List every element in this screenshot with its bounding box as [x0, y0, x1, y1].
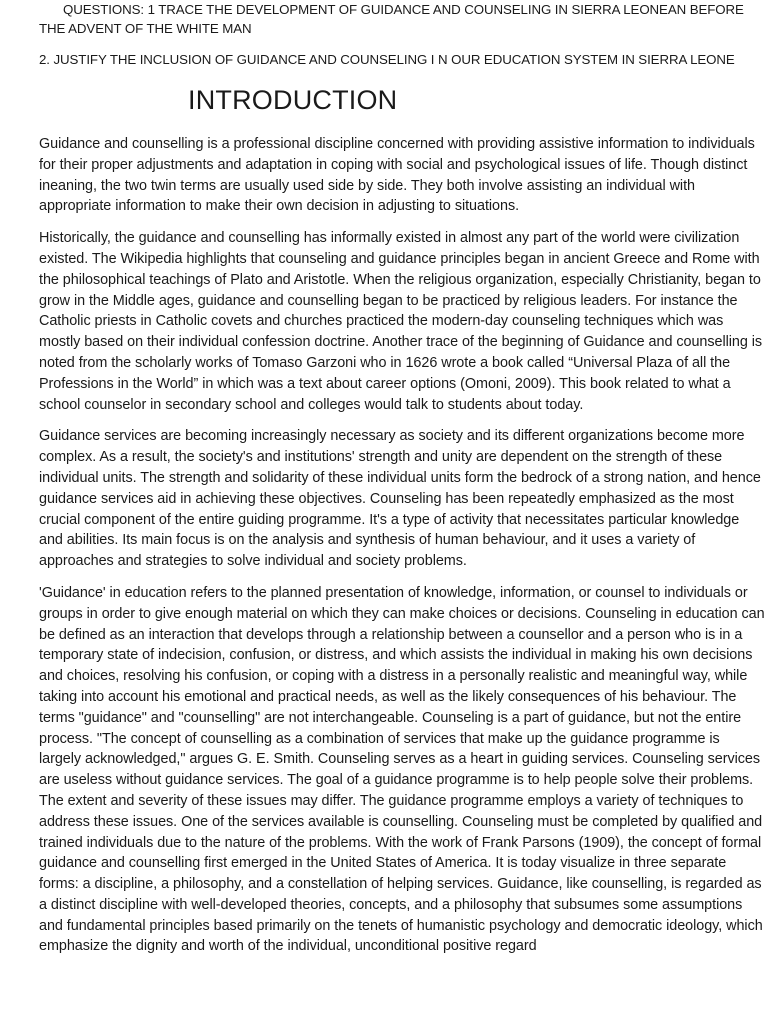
paragraph-definition: Guidance and counselling is a professional discipline concerned with providing assistive information to individuals for their proper adjustments and adaptation in coping with social and psychological issues of life. Though distinct ineaning, the two twin terms are usually used side by side. They both involve assisting an individual with appropriate information to make their own decision in adjusting to situations.: [39, 136, 755, 215]
paragraph-guidance-in-education: 'Guidance' in education refers to the planned presentation of knowledge, information, or counsel to individuals or groups in order to give enough material on which they can make choices or decisions. Counseling in education can be defined as an interaction that develops through a relationship between a counsellor and a person who is in a temporary state of indecision, confusion, or distress, and which assists the individual in making his own decisions and choices, resolving his confusion, or coping with a distress in a personally realistic and meaningful way, while taking into account his emotional and practical needs, as well as the likely consequences of his behaviour. The terms "guidance" and "counselling" are not interchangeable. Counseling is a part of guidance, but not the entire process. "The concept of counselling as a combination of services that make up the guidance programme is largely acknowledged," argues G. E. Smith. Counseling serves as a heart in guiding services. Counseling services are useless without guidance services. The goal of a guidance programme is to help people solve their problems. The extent and severity of these issues may differ. The guidance programme employs a variety of techniques to address these issues. One of the services available is counselling. Counseling must be completed by qualified and trained individuals due to the nature of the problems. With the work of Frank Parsons (1909), the concept of formal guidance and counselling first emerged in the United States of America. It is today visualize in three separate forms: a discipline, a philosophy, and a constellation of helping services. Guidance, like counselling, is regarded as a distinct discipline with well-developed theories, concepts, and a philosophy that subsumes some assumptions and fundamental principles based primarily on the tenets of humanistic psychology and democratic ideology, which emphasize the dignity and worth of the individual, unconditional positive regard: [39, 584, 765, 955]
document-body: [39, 134, 765, 968]
paragraph-guidance-services: Guidance services are becoming increasingly necessary as society and its different organizations become more complex. As a result, the society's and institutions' strength and unity are dependent on the strength of these individual units. The strength and solidarity of these individual units form the bedrock of a strong nation, and hence guidance services aid in achieving these objectives. Counseling has been repeatedly emphasized as the most crucial component of the entire guiding programme. It's a type of activity that necessitates particular knowledge and abilities. Its main focus is on the analysis and synthesis of human behaviour, and it uses a variety of approaches and strategies to solve individual and society problems.: [39, 428, 761, 570]
paragraph-history: Historically, the guidance and counselling has informally existed in almost any part of the world were civilization existed. The Wikipedia highlights that counseling and guidance principles began in ancient Greece and Rome with the philosophical teachings of Plato and Aristotle. When the religious organization, especially Christianity, began to grow in the Middle ages, guidance and counselling began to be practiced by religious leaders. For instance the Catholic priests in Catholic covets and churches practiced the modern-day counseling techniques which was mostly based on their individual confession doctrine. Another trace of the beginning of Guidance and counselling is noted from the scholarly works of Tomaso Garzoni who in 1626 wrote a book called “Universal Plaza of all the Professions in the World” in which was a text about career options (Omoni, 2009). This book related to what a school counselor in secondary school and colleges would talk to students about today.: [39, 230, 763, 413]
question-1-heading: QUESTIONS: 1 TRACE THE DEVELOPMENT OF GUIDANCE AND COUNSELING IN SIERRA LEONEAN BEFORE THE ADVENT OF THE WHITE MAN: [39, 2, 744, 36]
question-2-heading: 2. JUSTIFY THE INCLUSION OF GUIDANCE AND COUNSELING I N OUR EDUCATION SYSTEM IN SIERRA LEONE: [39, 52, 735, 67]
section-title: INTRODUCTION: [188, 85, 398, 115]
